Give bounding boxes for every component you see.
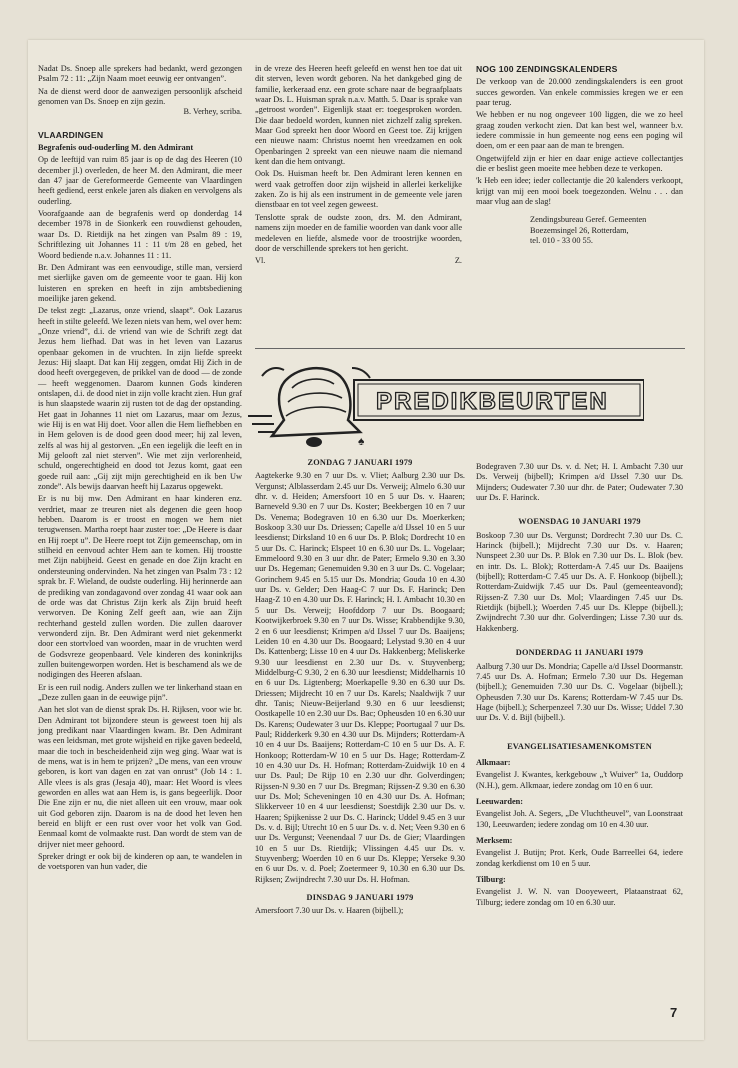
intro-signature: B. Verhey, scriba. [183, 107, 242, 117]
schedule-text: Aalburg 7.30 uur Ds. Mondria; Capelle a/d IJssel Doormanstr. 7.45 uur Ds. A. Hofman; Ermelo 7.30 uur Ds. Hegeman (bijbell.); Genemuiden 7.30 uur Ds. C. Vogelaar (bijbell.); Opheusden 7.30 uur Ds. Karens; Rotterdam-W 7.45 uur Ds. Hage (bijbell.); Scherpenzeel 7.30 uur Ds. Wisse; Uddel 7.30 uur Ds. V. d. Bijl (bijbell.). [476, 661, 683, 723]
place-name: Alkmaar: [476, 757, 511, 767]
schedule-text: Amersfoort 7.30 uur Ds. v. Haaren (bijbell.); [255, 906, 404, 916]
right-column-top [476, 64, 683, 247]
article-paragraph: Voorafgaande aan de begrafenis werd op donderdag 14 december 1978 in de Sionkerk een rouwdienst gehouden, waar Ds. D. Rietdijk na het zingen van Psalm 89 : 19, Schriftlezing uit Johannes 11 : 11 t/m 28 en gebed, het Woord bediende n.a.v. Johannes 11 : 11. [38, 209, 242, 260]
left-column [38, 64, 242, 875]
day-heading: DINSDAG 9 JANUARI 1979 [306, 893, 414, 903]
signature-right: Z. [454, 256, 462, 266]
address-line: Boezemsingel 26, Rotterdam, [530, 225, 629, 235]
schedule-text: Bodegraven 7.30 uur Ds. v. d. Net; H. I. Ambacht 7.30 uur Ds. Verweij (bijbell); Krimpen a/d IJssel 7.30 uur Ds. Mijnders; Oudewater 7.30 uur dhr. de Pater; Oudewater 7.30 uur Ds. F. Harinck. [476, 462, 683, 503]
place-text: Evangelist J. Butijn; Prot. Kerk, Oude Barreellei 64, iedere zondag kerkdienst om 10 en 5 uur. [476, 848, 683, 868]
evangelisation-heading: EVANGELISATIESAMENKOMSTEN [507, 741, 652, 751]
article-paragraph: Br. Den Admirant was een eenvoudige, stille man, versierd met sierlijke gaven om de gemeente voor te gaan. Hij kon luisteren en spreken en heeft in zijn ambtsbediening moeilijke jaren gekend. [38, 262, 242, 303]
article-paragraph: Aan het slot van de dienst sprak Ds. H. Rijksen, voor wie br. Den Admirant tot bijzondere steun is geweest toen hij als jong predikant naar Vlaardingen kwam. Br. Den Admirant was een leidsman, met grote wijsheid en rijke gaven bedeeld, maar die toch in bescheidenheid zijn weg ging. Waar wat is de mens, wat is in hem te prijzen? „De mens, van een vrouw geboren, is kort van dagen en zat van onrust” (Job 14 : 1. Alle vlees is als gras (Jesaja 40), maar: Het Woord is vlees geworden en alles wat aan Hem is, is gans begeerlijk. Door Die Ene zijn er nu, die niet alleen uit een vrouw, maar ook uit God geboren zijn. Daarom is na de dood het leven hen bereid en blijft er een rust over voor het volk van God. Eenmaal komt de volmaakte rust. Dan wordt de stem van de drijver niet meer gehoord. [38, 705, 242, 849]
address-line: Zendingsbureau Geref. Gemeenten [530, 215, 647, 225]
section-divider [255, 348, 685, 349]
article-subheading: Begrafenis oud-ouderling M. den Admirant [38, 143, 194, 153]
article-paragraph: Er is een ruil nodig. Anders zullen we ter linkerhand staan en „Deze zullen gaan in de eeuwige pijn”. [38, 682, 242, 702]
place-text: Evangelist Joh. A. Segers, „De Vluchtheuvel”, van Loonstraat 130, Leeuwarden; iedere zondag om 10 en 4.30 uur. [476, 809, 683, 829]
day-heading: DONDERDAG 11 JANUARI 1979 [515, 648, 644, 658]
day-heading: ZONDAG 7 JANUARI 1979 [307, 458, 413, 467]
article-paragraph: Ongetwijfeld zijn er hier en daar enige actieve collectantjes die er beslist geen moeite mee hebben deze te verkopen. [476, 153, 683, 174]
article-paragraph: in de vreze des Heeren heeft geleefd en wenst hen toe dat uit dit sterven, leven wordt geboren. Na het dankgebed ging de familie, kerkeraad enz. een grote schare naar de begraafplaats waar Ds. L. Huisman sprak n.a.v. Matth. 5. Daar is sprake van „getroost worden”. Eigenlijk staat er: toegesproken worden. Die daar bedoeld worden, kunnen niet zichzelf zalig spreken. Maar God spreekt hen door Woord en Geest toe. Zij krijgen een nieuwe naam: Christus noemt hen vreedzamen en ook Openbaringen 2 spreekt van een nieuwe naam die niemand kent dan die hem ontvangt. [255, 64, 462, 167]
section-heading-kalenders: NOG 100 ZENDINGSKALENDERS [476, 64, 618, 74]
place-name: Leeuwarden: [476, 796, 524, 806]
article-paragraph: Spreker dringt er ook bij de kinderen op aan, te wandelen in de voetsporen van hun vader, die [38, 852, 242, 872]
predikbeurten-banner [248, 358, 644, 450]
article-paragraph: 'k Heb een idee; ieder collectantje die 20 kalenders verkoopt, krijgt van mij een mooi boek toegezonden. Welnu . . . dan maar vlug aan de slag! [476, 176, 683, 207]
article-paragraph: Op de leeftijd van ruim 85 jaar is op de dag des Heeren (10 december jl.) overleden, de heer M. den Admirant, die meer dan 47 jaar de Gereformeerde Gemeente van Vlaardingen heeft gediend, eerst enkele jaren als diaken en vervolgens als ouderling. [38, 155, 242, 206]
intro-paragraph: Na de dienst werd door de aanwezigen persoonlijk afscheid genomen van Ds. Snoep en zijn gezin. [38, 86, 242, 107]
place-text: Evangelist J. W. N. van Dooyeweert, Plataanstraat 62, Tilburg; iedere zondag om 10 en 6.30 uur. [476, 887, 683, 907]
place-text: Evangelist J. Kwantes, kerkgebouw „'t Wuiver” 1a, Ouddorp (N.H.), gem. Alkmaar, iedere zondag om 10 en 6 uur. [476, 770, 683, 790]
place-name: Merksem: [476, 835, 513, 845]
article-paragraph: Er is nu bij mw. Den Admirant en haar kinderen enz. verdriet, maar ze treuren niet als degenen die geen hoop hebben. Daarom is er troost en mogen we hem niet terugwensen. Martha roept haar zuster toe: „De Heere is daar en Hij roept u”. De Heere roept tot Zijn gemeenschap, om in stilheid en eenvoud achter Hem aan te komen. Hij troostte met Zijn nabijheid. Geest en genade en doe Zijn kracht en ondersteuning ondervinden. Na het zingen van Psalm 73 : 12 sprak br. F. Wieland, de oudste ouderling. Hij herinnerde aan de prediking van zondagavond over zondag 41 waar ook aan de orde was dat Christus Zijn kerk als Zijn bruid heeft verworven. De Koning Zelf geeft aan, wie aan Zijn rechterhand gesteld zullen worden. Die zullen daarover verwonderd zijn. Br. Den Admirant werd niet gekenmerkt door een stortvloed van woorden, maar in de vruchten werd de Godsvreze geopenbaard. Vele kinderen des koninkrijks zullen buitengeworpen worden. Het is beschamend als we de nodigingen des Heeren afslaan. [38, 494, 242, 680]
article-paragraph: We hebben er nu nog ongeveer 100 liggen, die we zo heel graag zouden verkocht zien. Dat kan best wel, wanneer b.v. iedere commissie in hun gemeente nog eens een poging wil doen, om er een paar aan de man te brengen. [476, 110, 683, 151]
section-heading-vlaardingen: VLAARDINGEN [38, 129, 104, 140]
page-number: 7 [670, 1005, 678, 1020]
schedule-text: Aagtekerke 9.30 en 7 uur Ds. v. Vliet; Aalburg 2.30 uur Ds. Vergunst; Alblasserdam 2.45 uur Ds. Verweij; Almelo 6.30 uur dhr. v. d. Heiden; Amersfoort 10 en 5 uur Ds. v. Haaren; Barneveld 9.30 en 7 uur Ds. Koster; Beekbergen 10 en 7 uur Ds. Venema; Bodegraven 10 en 6.30 uur Ds. Moerkerken; Boskoop 3.30 uur Ds. Driessen; Capelle a/d IJssel 10 en 5 uur leesdienst; Dirksland 10 en 6 uur Ds. P. Blok; Dordrecht 10 en 5 uur Ds. C. Harinck; Elspeet 10 en 6.30 uur Ds. L. Vogelaar; Emmeloord 9.30 en 3 uur dhr. de Pater; Ermelo 9.30 en 3.30 uur Ds. Hegeman; Genemuiden 9.30 en 3 uur Ds. C. Vogelaar; Gorinchem 9.45 en 5.15 uur Ds. Mondria; Gouda 10 en 4.30 uur Ds. v. Gelder; Den Haag-C 7 uur Ds. F. Harinck; Den Haag-Z 10 en 4.30 uur Ds. F. Harinck; H. I. Ambacht 10.30 en 5 uur Ds. Verweij; Hoofddorp 7 uur Ds. Boogaard; Kootwijkerbroek 9.30 en 7 uur Ds. Wisse; Krabbendijke 9.30, 2 en 6 uur leesdienst; Krimpen a/d IJssel 7 uur Ds. Baaijens; Leiden 10 en 4.30 uur Ds. Boogaard; Lelystad 9.30 en 4 uur Ds. Kattenberg; Lisse 10 en 4 uur Ds. Hakkenberg; Meliskerke 9.30 uur leesdienst en 2.30 uur Ds. v. Stuyvenberg; Middelburg-C 9.30, 2 en 6.30 uur leesdienst; Middelharnis 10 en 6 uur Ds. Ligtenberg; Moerkapelle 9.30 en 6.30 uur Ds. Driessen; Mijdrecht 10 en 7 uur Ds. Karels; Naaldwijk 7 uur dhr. Tanis; Nieuw-Beijerland 9.30 en 6 uur leesdienst; Oostkapelle 10 en 2.30 uur Ds. Bac; Opheusden 10 en 6.30 uur Ds. Karens; Oudewater 3 uur Ds. Kleppe; Poortugaal 7 uur Ds. Paul; Ridderkerk 9.30 en 4.30 uur Ds. Mijnders; Rotterdam-A 10 en 4 uur Ds. Baaijens; Rotterdam-C 10 en 5 uur Ds. A. F. Honkoop; Rotterdam-W 10 en 5 uur Ds. Hage; Rotterdam-Z 10 en 4.30 uur Ds. H. Hofman; Rotterdam-Zuidwijk 10 en 4 uur Ds. Paul; De Rijp 10 en 2.30 uur dhr. Golverdingen; Rijssen-N 9.30 en 7 uur Ds. Bregman; Rijssen-Z 9.30 en 6.30 uur Ds. Mol; Scheveningen 10 en 4.30 uur Ds. A. Hofman; Slikkerveer 10 en 4 uur leesdienst; Soestdijk 2.30 uur Ds. v. Haaren; Spijkenisse 2 uur Ds. C. Harinck; Uddel 9.45 en 3 uur Ds. v. d. Bijl; Utrecht 10 en 5 uur Ds. v. d. Net; Veen 9.30 en 6 uur Ds. Vergunst; Veenendaal 7 uur Ds. de Gier; Vlaardingen 10 en 5 uur Ds. Rietdijk; Vlissingen 4.45 uur Ds. v. Stuyvenberg; Woerden 10 en 6 uur Ds. Kleppe; Yerseke 9.30 en 6 uur Ds. v. d. Poel; Zoetermeer 9, 10.30 en 6.30 uur Ds. Rijksen; Zwijndrecht 7.30 uur Ds. H. Hofman. [255, 471, 465, 884]
signature-left: Vl. [255, 256, 266, 266]
schedule-text: Boskoop 7.30 uur Ds. Vergunst; Dordrecht 7.30 uur Ds. C. Harinck (bijbell.); Mijdrecht 7.30 uur Ds. v. Haaren; Nunspeet 2.30 uur Ds. P. Blok en 7.30 uur Ds. L. Blok (bev. en intr. Ds. L. Blok); Rotterdam-A 7.45 uur Ds. Baaijens (bijbell); Rotterdam-C 7.45 uur Ds. A. F. Honkoop (bijbell.); Rotterdam-Zuidwijk 7.45 uur Ds. Paul (gemeenteavond); Rijssen-Z 7.30 uur Ds. Mol; Vlaardingen 7.45 uur Ds. Rietdijk (bijbell.); Woerden 7.45 uur Ds. Kleppe (bijbell.); Zwijndrecht 7.30 uur dhr. Golverdingen; Lisse 7.30 uur ds. Hakkenberg. [476, 530, 683, 633]
right-schedule [476, 462, 683, 910]
spade-ornament: ♠ [358, 434, 365, 448]
place-name: Tilburg: [476, 875, 506, 884]
address-line: tel. 010 - 33 00 55. [530, 236, 593, 246]
banner-title: PREDIKBEURTEN [376, 388, 609, 415]
intro-paragraph: Nadat Ds. Snoep alle sprekers had bedankt, werd gezongen Psalm 72 : 11: „Zijn Naam moet eeuwig eer ontvangen”. [38, 64, 242, 84]
article-paragraph: De verkoop van de 20.000 zendingskalenders is een groot succes geworden. Van enkele commissies kregen we er een paar terug. [476, 77, 683, 108]
article-paragraph: Ook Ds. Huisman heeft br. Den Admirant leren kennen en werd vaak getroffen door zijn wijsheid in allerlei kerkelijke zaken. Zo is hij als een instrument in de gemeente vele jaren dienstbaar en tot veel zegen geweest. [255, 169, 462, 210]
middle-schedule [255, 458, 465, 919]
article-paragraph: Tenslotte sprak de oudste zoon, drs. M. den Admirant, namens zijn moeder en de familie woorden van dank voor alle medeleven en liefde, alsmede voor de troostrijke woorden, door de verschillende sprekers tot hen gericht. [255, 212, 462, 253]
article-paragraph: De tekst zegt: „Lazarus, onze vriend, slaapt”. Ook Lazarus heeft in stilte geleefd. We lezen niets van hem, wel over hem: „Onze vriend”, d.i. de vriend van wie de Schrift zegt dat Jezus hem liefhad. Dat was in het leven van Lazarus openbaar gekomen in de vruchten. In zijn liefde spreekt Jezus: Hij slaapt. Dat kan Hij zeggen, omdat Hij Zich in de dood heeft overgegeven, de prikkel van de dood — de zonde — heeft weggenomen. Daarom kunnen Gods kinderen ontslapen, d.i. de dood niet in zijn volle kracht zien. Hun graf is hun slaapstede waarin zij rusten tot de dag der opstanding. Het gaat in Johannes 11 niet om Lazarus, maar om Jezus, wie Hij is en wat Hij doet. Voor allen die Hem liefhebben en in Hem geloven is de dood geen dood meer; hij zal leven, zelfs al was hij al gestorven. „En een iegelijk die leeft en in Mij gelooft zal niet sterven”. Wie met zijn verlorenheid, schuld, ongerechtigheid en dood tot Jezus komt, gaat een goede ruil aan: „Gij zijt mijn gerechtigheid en ik ben Uw zonde”. Als bewijs daarvan heeft hij Lazarus opgewekt. [38, 306, 242, 492]
day-heading: WOENSDAG 10 JANUARI 1979 [518, 517, 641, 527]
middle-column-top [255, 64, 462, 267]
